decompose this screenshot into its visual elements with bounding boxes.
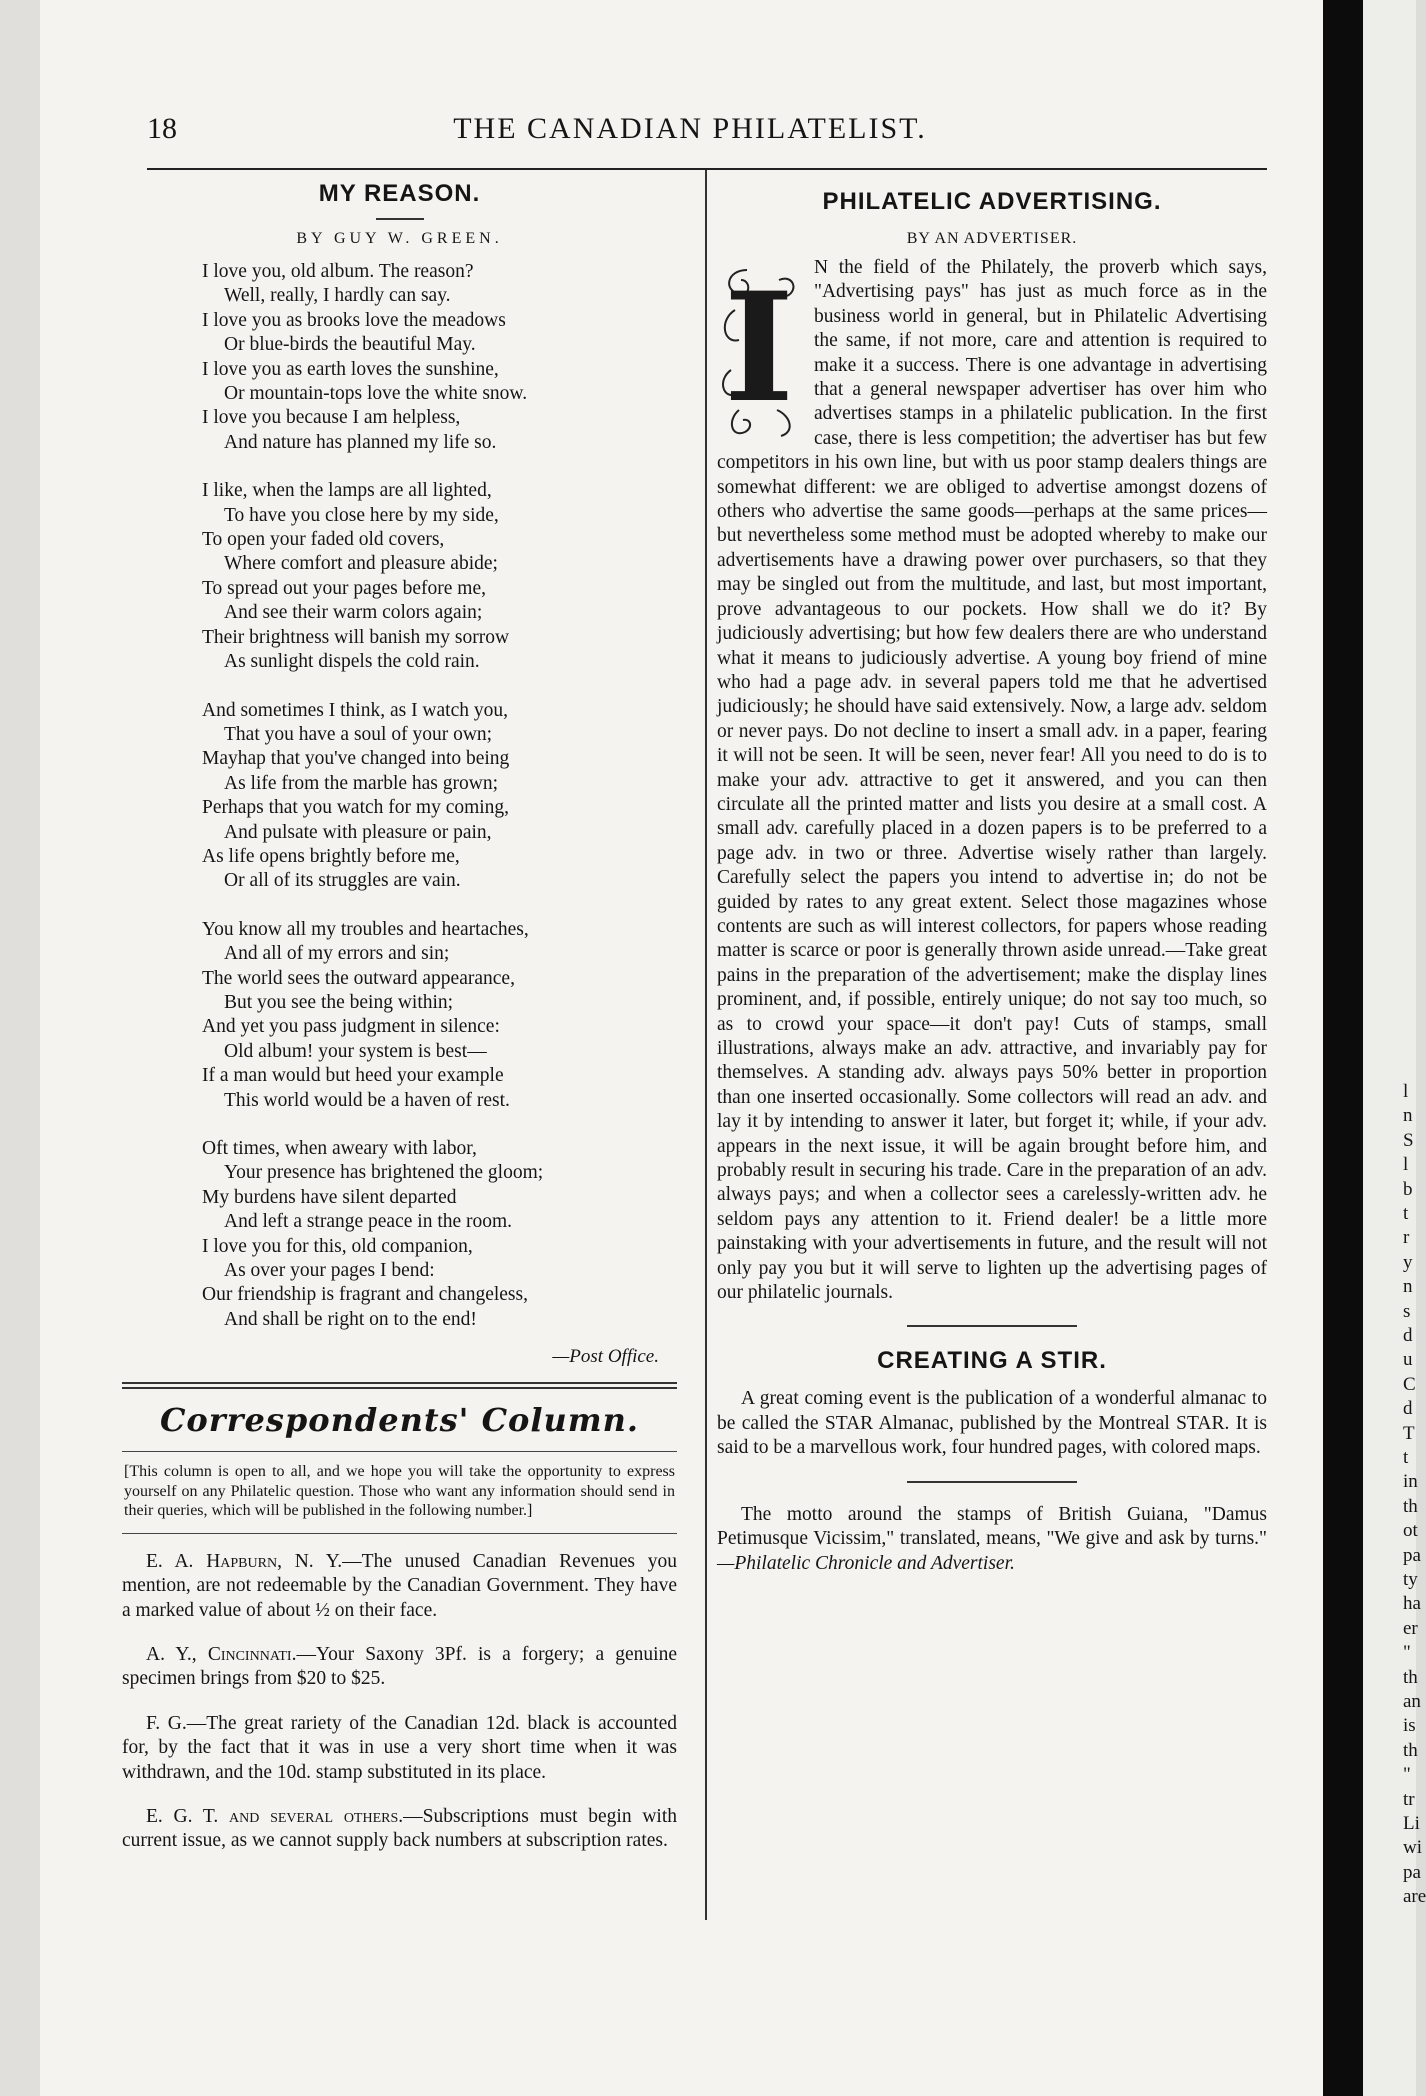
adjacent-page-fragment: an	[1403, 1691, 1421, 1712]
adjacent-page-fragment: th	[1403, 1495, 1418, 1517]
ornate-dropcap-icon	[717, 260, 802, 450]
adjacent-page-fragment: t	[1403, 1447, 1409, 1468]
poem-stanza	[122, 260, 677, 455]
adjacent-page-fragment: pa	[1403, 1861, 1421, 1883]
poem-byline: BY GUY W. GREEN.	[296, 230, 503, 247]
poem-line: And shall be right on to the end!	[224, 1308, 477, 1330]
poem-stanza	[122, 918, 677, 1113]
adjacent-page-fragment: T	[1403, 1422, 1415, 1444]
adjacent-page-fragment: th	[1403, 1666, 1418, 1688]
scan-margin	[0, 0, 40, 2096]
adjacent-page-fragment: y	[1403, 1251, 1413, 1273]
adjacent-page-fragment: ot	[1403, 1520, 1418, 1542]
poem-line: Mayhap that you've changed into being	[202, 748, 510, 770]
adjacent-page-fragment: "	[1403, 1642, 1411, 1664]
correspondent-entry	[122, 1712, 677, 1785]
poem-line: Or blue-birds the beautiful May.	[224, 334, 476, 356]
poem-line: As over your pages I bend:	[224, 1260, 435, 1282]
poem-line: Your presence has brightened the gloom;	[224, 1162, 544, 1184]
poem-body	[122, 260, 677, 1332]
poem-line: And yet you pass judgment in silence:	[202, 1016, 500, 1038]
adjacent-page-fragment: pa	[1403, 1544, 1421, 1566]
poem-line: Oft times, when aweary with labor,	[202, 1138, 477, 1159]
poem-line: I like, when the lamps are all lighted,	[202, 480, 492, 502]
book-gutter	[1323, 0, 1363, 2096]
right-column	[717, 170, 1267, 1576]
poem-title: MY REASON.	[318, 180, 481, 207]
poem-line: Well, really, I hardly can say.	[224, 285, 451, 307]
poem-line: Or all of its struggles are vain.	[224, 870, 461, 892]
adjacent-page-fragment: r	[1403, 1227, 1410, 1249]
poem-line: I love you because I am helpless,	[202, 407, 461, 429]
adjacent-page-fragment: in	[1403, 1471, 1418, 1493]
adjacent-page-fragment: S	[1403, 1129, 1414, 1151]
adjacent-page-fragment: u	[1403, 1349, 1413, 1371]
adjacent-page-edge	[1363, 0, 1426, 2096]
correspondent-reply: —The unused Canadian Revenues you mention, are not redeemable by the Canadian Government. They have a marked value of about ½ on their face.	[122, 1550, 677, 1621]
adjacent-page-fragment: s	[1403, 1300, 1411, 1322]
poem-credit: —Post Office.	[552, 1346, 659, 1368]
poem-line: Or mountain-tops love the white snow.	[224, 383, 528, 405]
adjacent-page-fragment: d	[1403, 1398, 1413, 1420]
note-rule	[122, 1533, 677, 1534]
poem-line: Their brightness will banish my sorrow	[202, 626, 510, 648]
section-double-rule	[122, 1382, 677, 1389]
poem-line: But you see the being within;	[224, 991, 454, 1013]
correspondents-title: Correspondents' Column.	[159, 1401, 640, 1440]
poem-line: To open your faded old covers,	[202, 529, 445, 551]
correspondent-name: E. A. Hapburn, N. Y.	[146, 1550, 343, 1572]
poem-line: I love you as earth loves the sunshine,	[202, 358, 499, 380]
adjacent-page-fragment: t	[1403, 1203, 1409, 1224]
adjacent-page-fragment: Li	[1403, 1813, 1420, 1834]
motto-paragraph	[717, 1503, 1267, 1576]
correspondents-rule	[122, 1451, 677, 1452]
correspondents-entries	[122, 1550, 677, 1854]
poem-line: The world sees the outward appearance,	[202, 967, 515, 989]
adjacent-page-fragment: n	[1403, 1105, 1413, 1127]
poem-line: If a man would but heed your example	[202, 1065, 504, 1087]
poem-line: This world would be a haven of rest.	[224, 1089, 510, 1111]
adjacent-page-fragment: l	[1403, 1154, 1409, 1176]
correspondents-note: [This column is open to all, and we hope you will take the opportunity to express yourself on any Philatelic question. Those who want any information should send in their queries, which will be published in the following number.]	[124, 1463, 675, 1520]
svg-text:I: I	[723, 260, 795, 436]
advertising-title: PHILATELIC ADVERTISING.	[822, 188, 1162, 215]
poem-line: To spread out your pages before me,	[202, 577, 486, 599]
poem-stanza	[122, 699, 677, 894]
poem-line: And sometimes I think, as I watch you,	[202, 699, 508, 721]
correspondent-reply: —Your Saxony 3Pf. is a forgery; a genuine specimen brings from $20 to $25.	[122, 1643, 677, 1690]
stir-divider	[907, 1481, 1077, 1483]
column-rule	[705, 170, 707, 1920]
poem-line: And see their warm colors again;	[224, 602, 483, 624]
poem-line: As life opens brightly before me,	[202, 845, 460, 867]
correspondent-name: A. Y., Cincinnati.	[146, 1643, 297, 1665]
adjacent-page-fragment: "	[1403, 1764, 1411, 1786]
running-title: THE CANADIAN PHILATELIST.	[453, 112, 927, 145]
poem-line: As life from the marble has grown;	[224, 772, 499, 794]
article-divider	[907, 1325, 1077, 1327]
page-number: 18	[147, 112, 177, 145]
poem-line: I love you, old album. The reason?	[202, 261, 474, 282]
correspondent-name: F. G.	[146, 1712, 187, 1734]
poem-line: I love you as brooks love the meadows	[202, 309, 506, 331]
poem-stanza	[122, 1137, 677, 1332]
adjacent-page-fragment: b	[1403, 1178, 1413, 1200]
poem-line: I love you for this, old companion,	[202, 1235, 473, 1257]
adjacent-page-fragment: ha	[1403, 1593, 1421, 1615]
correspondent-entry	[122, 1550, 677, 1623]
poem-line: And nature has planned my life so.	[224, 431, 497, 453]
poem-line: You know all my troubles and heartaches,	[202, 918, 529, 940]
poem-stanza	[122, 479, 677, 674]
poem-line: And left a strange peace in the room.	[224, 1211, 513, 1233]
poem-line: And all of my errors and sin;	[224, 943, 450, 965]
correspondent-entry	[122, 1805, 677, 1854]
poem-line: That you have a soul of your own;	[224, 723, 493, 745]
adjacent-page-fragment: th	[1403, 1739, 1418, 1761]
correspondent-reply: —The great rariety of the Canadian 12d. black is accounted for, by the fact that it was in use a very short time when it was withdrawn, and the 10d. stamp substituted in its place.	[122, 1712, 677, 1783]
poem-line: Where comfort and pleasure abide;	[224, 553, 498, 575]
adjacent-page-fragment: n	[1403, 1276, 1413, 1298]
poem-line: Perhaps that you watch for my coming,	[202, 797, 510, 819]
left-column	[122, 170, 677, 1874]
advertising-body: N the field of the Philately, the proverb which says, "Advertising pays" has just as much force as in the business world in general, but in Philatelic Advertising the same, if not more, care and attention is required to make it a success. There is one advantage in advertising that a general newspaper advertiser has over him who advertises stamps in a philatelic publication. In the first case, there is less competition; the advertiser has but few competitors in his own line, but with us poor stamp dealers things are somewhat different: we are obliged to advertise amongst dozens of others who advertise the same goods—perhaps at the same prices—but nevertheless some method must be adopted whereby to make our advertisements have a drawing power over purchasers, so that they may be singled out from the multitude, and last, but most important, prove advantageous to our pockets. How shall we do it? By judiciously advertising; but how few dealers there are who understand what it means to judiciously advertise. A young boy friend of mine who had a page adv. in several papers told me that he advertised judiciously; he should have said extensively. Now, a large adv. seldom or never pays. Do not decline to insert a small adv. in a paper, fearing it will not be seen. It will be seen, never fear! All you need to do is to make your adv. attractive to get it answered, and you can then circulate all the printed matter and lists you desire at a small cost. A small adv. carefully placed in a dozen papers is to be preferred to a page adv. in two or three. Advertise wisely rather than largely. Carefully select the papers you intend to advertise in; do not be guided by rates to any great extent. Select those magazines whose contents are such as will interest collectors, for papers whose reading matter is scarce or poor is generally thrown aside unread.—Take great pains in the preparation of the advertisement; make the display lines prominent, and, if possible, entirely unique; do not say too much, so as to crowd your space—it don't pay! Cuts of stamps, small illustrations, always make an adv. attractive, and invariably pay for themselves. A standing adv. always pays 50% better in proportion than one inserted occasionally. Some collectors will read an adv. and lay it by intending to answer it later, but forget it; while, if your adv. appears in the next issue, it will be again brought before him, and probably result in securing his trade. Care in the preparation of an adv. always pays; and when a collector sees a carelessly-written adv. he seldom pays any attention to it. Friend dealer! be a little more painstaking with your advertisements in future, and the result will not only pay you but it will serve to lighten up the advertising pages of our philatelic journals.	[717, 257, 1267, 1304]
stir-title: CREATING A STIR.	[877, 1347, 1107, 1375]
stir-body: A great coming event is the publication of a wonderful almanac to be called the STAR Almanac, published by the Montreal STAR. It is said to be a marvellous work, four hundred pages, with colored maps.	[717, 1388, 1267, 1459]
adjacent-page-fragment: is	[1403, 1715, 1416, 1737]
poem-line: To have you close here by my side,	[224, 504, 499, 526]
advertising-byline: BY AN ADVERTISER.	[906, 230, 1078, 247]
motto-credit: —Philatelic Chronicle and Advertiser.	[717, 1552, 1015, 1574]
adjacent-page-fragment: tr	[1403, 1788, 1415, 1810]
adjacent-page-fragment: C	[1403, 1373, 1416, 1395]
adjacent-page-fragment: wi	[1403, 1837, 1422, 1859]
correspondent-name: E. G. T. and several others.	[146, 1806, 404, 1827]
poem-line: And pulsate with pleasure or pain,	[224, 821, 492, 843]
adjacent-page-fragment: ty	[1403, 1569, 1418, 1590]
title-rule	[376, 218, 424, 220]
poem-line: My burdens have silent departed	[202, 1186, 457, 1208]
correspondent-reply: —Subscriptions must begin with current issue, as we cannot supply back numbers at subscription rates.	[122, 1806, 678, 1852]
adjacent-page-fragment: d	[1403, 1325, 1413, 1346]
adjacent-page-fragment: are	[1403, 1886, 1426, 1908]
adjacent-page-fragment: l	[1403, 1081, 1409, 1102]
advertising-article	[717, 256, 1267, 1305]
poem-line: As sunlight dispels the cold rain.	[224, 651, 480, 673]
poem-line: Our friendship is fragrant and changeless,	[202, 1284, 528, 1306]
poem-line: Old album! your system is best—	[224, 1040, 487, 1062]
correspondent-entry	[122, 1643, 677, 1692]
motto-body: The motto around the stamps of British Guiana, "Damus Petimusque Vicissim," translated, means, "We give and ask by turns."	[717, 1503, 1267, 1550]
adjacent-page-fragment: er	[1403, 1617, 1418, 1639]
